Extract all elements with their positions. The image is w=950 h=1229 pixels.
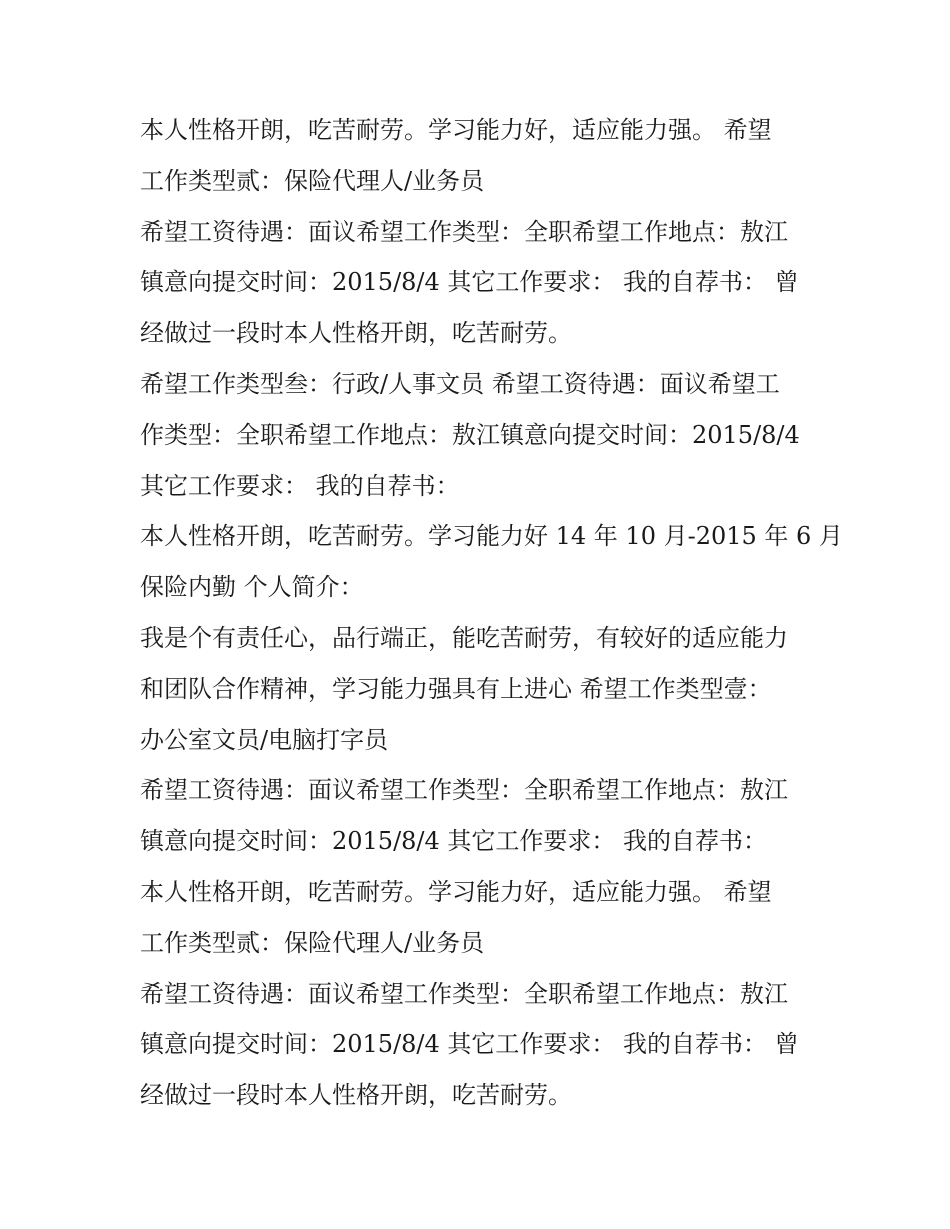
text-line-12: 和团队合作精神，学习能力强具有上进心 希望工作类型壹： [140, 674, 772, 703]
text-line-3: 希望工资待遇：面议希望工作类型：全职希望工作地点：敖江 [140, 217, 788, 246]
text-line-1: 本人性格开朗，吃苦耐劳。学习能力好，适应能力强。 希望 [140, 116, 772, 144]
text-line-16: 本人性格开朗，吃苦耐劳。学习能力好，适应能力强。 希望 [140, 877, 772, 906]
text-line-9: 本人性格开朗，吃苦耐劳。学习能力好 14 年 10 月-2015 年 6 月 [140, 522, 843, 551]
text-line-5: 经做过一段时本人性格开朗，吃苦耐劳。 [140, 319, 572, 348]
text-line-13: 办公室文员/电脑打字员 [140, 725, 389, 754]
text-line-14: 希望工资待遇：面议希望工作类型：全职希望工作地点：敖江 [140, 776, 788, 805]
text-line-8: 其它工作要求： 我的自荐书： [140, 471, 460, 500]
text-line-6: 希望工作类型叁：行政/人事文员 希望工资待遇：面议希望工 [140, 369, 780, 398]
text-line-10: 保险内勤 个人简介： [140, 573, 364, 602]
text-line-2: 工作类型贰：保险代理人/业务员 [140, 166, 485, 195]
text-line-4: 镇意向提交时间：2015/8/4 其它工作要求： 我的自荐书： 曾 [140, 268, 799, 297]
text-line-18: 希望工资待遇：面议希望工作类型：全职希望工作地点：敖江 [140, 979, 788, 1008]
text-line-20: 经做过一段时本人性格开朗，吃苦耐劳。 [140, 1081, 572, 1110]
text-line-19: 镇意向提交时间：2015/8/4 其它工作要求： 我的自荐书： 曾 [140, 1030, 799, 1059]
document-body [140, 105, 843, 1121]
text-line-15: 镇意向提交时间：2015/8/4 其它工作要求： 我的自荐书： [140, 827, 768, 856]
text-line-11: 我是个有责任心，品行端正，能吃苦耐劳，有较好的适应能力 [140, 623, 788, 652]
text-line-17: 工作类型贰：保险代理人/业务员 [140, 928, 485, 957]
text-line-7: 作类型：全职希望工作地点：敖江镇意向提交时间：2015/8/4 [140, 420, 800, 449]
